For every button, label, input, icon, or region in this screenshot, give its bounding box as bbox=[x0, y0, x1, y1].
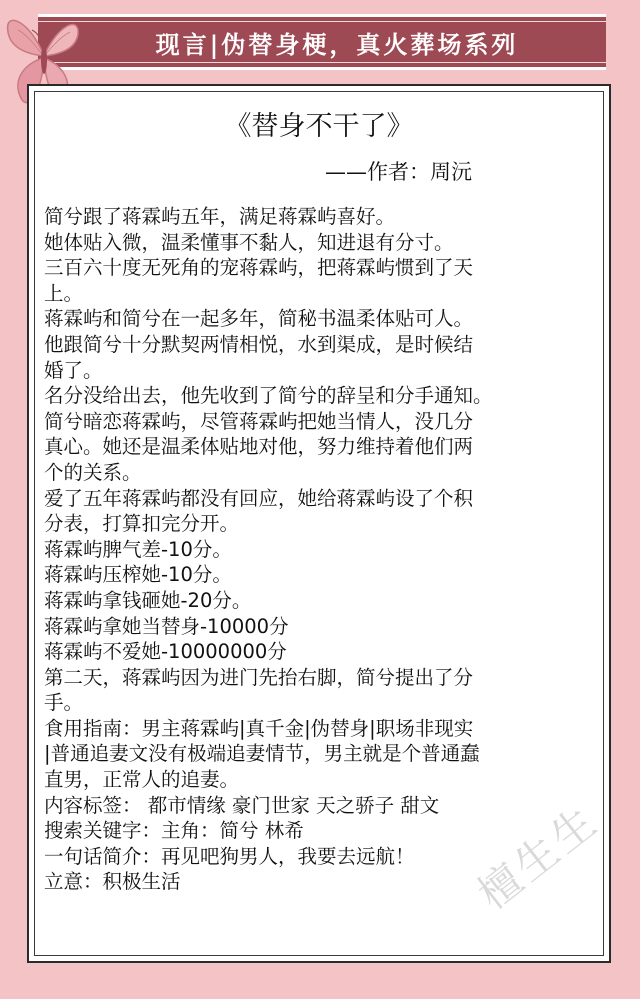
book-title: 《替身不干了》 bbox=[224, 111, 414, 142]
reading-guide-line: 直男，正常人的追妻。 bbox=[44, 768, 240, 792]
synopsis-line: 婚了。 bbox=[44, 358, 103, 382]
synopsis-line: 手。 bbox=[44, 691, 84, 715]
title-banner bbox=[38, 14, 606, 70]
reading-guide-line: |普通追妻文没有极端追妻情节，男主就是个普通蠢 bbox=[44, 742, 480, 766]
synopsis-line: 真心。她还是温柔体贴地对他，努力维持着他们两 bbox=[44, 435, 474, 459]
banner-text: 现言|伪替身梗，真火葬场系列 bbox=[155, 29, 519, 59]
synopsis-text bbox=[44, 204, 589, 895]
synopsis-line: 个的关系。 bbox=[44, 460, 142, 484]
reading-guide-line: 食用指南：男主蒋霖屿|真千金|伪替身|职场非现实 bbox=[44, 716, 474, 740]
watermark-text: 檀生生 bbox=[468, 795, 608, 919]
score-line: 蒋霖屿不爱她-10000000分 bbox=[44, 640, 287, 664]
score-line: 蒋霖屿压榨她-10分。 bbox=[44, 563, 232, 587]
content-card bbox=[27, 84, 611, 963]
synopsis-line: 上。 bbox=[44, 281, 84, 305]
synopsis-line: 她体贴入微，温柔懂事不黏人，知进退有分寸。 bbox=[44, 230, 454, 254]
content-tags-line: 内容标签： 都市情缘 豪门世家 天之骄子 甜文 bbox=[44, 793, 440, 817]
search-keywords-line: 搜索关键字：主角：简兮 林希 bbox=[44, 819, 304, 843]
synopsis-line: 简兮跟了蒋霖屿五年，满足蒋霖屿喜好。 bbox=[44, 205, 396, 228]
synopsis-line: 爱了五年蒋霖屿都没有回应，她给蒋霖屿设了个积 bbox=[44, 486, 474, 510]
score-line: 蒋霖屿拿她当替身-10000分 bbox=[44, 614, 289, 638]
banner-inner-frame bbox=[38, 21, 606, 63]
score-line: 蒋霖屿脾气差-10分。 bbox=[44, 537, 232, 561]
theme-line: 立意：积极生活 bbox=[44, 870, 181, 894]
synopsis-line: 蒋霖屿和简兮在一起多年，简秘书温柔体贴可人。 bbox=[44, 307, 474, 331]
synopsis-line: 名分没给出去，他先收到了简兮的辞呈和分手通知。 bbox=[44, 384, 493, 408]
synopsis-line: 第二天，蒋霖屿因为进门先抬右脚，简兮提出了分 bbox=[44, 665, 474, 689]
synopsis-line: 三百六十度无死角的宠蒋霖屿，把蒋霖屿惯到了天 bbox=[44, 256, 474, 280]
synopsis-line: 分表，打算扣完分开。 bbox=[44, 512, 240, 536]
synopsis-line: 简兮暗恋蒋霖屿，尽管蒋霖屿把她当情人，没几分 bbox=[44, 409, 474, 433]
score-line: 蒋霖屿拿钱砸她-20分。 bbox=[44, 588, 252, 612]
synopsis-line: 他跟简兮十分默契两情相悦，水到渠成，是时候结 bbox=[44, 332, 474, 356]
author-line: ——作者：周沅 bbox=[325, 160, 472, 184]
one-line-summary: 一句话简介：再见吧狗男人，我要去远航！ bbox=[44, 844, 415, 868]
